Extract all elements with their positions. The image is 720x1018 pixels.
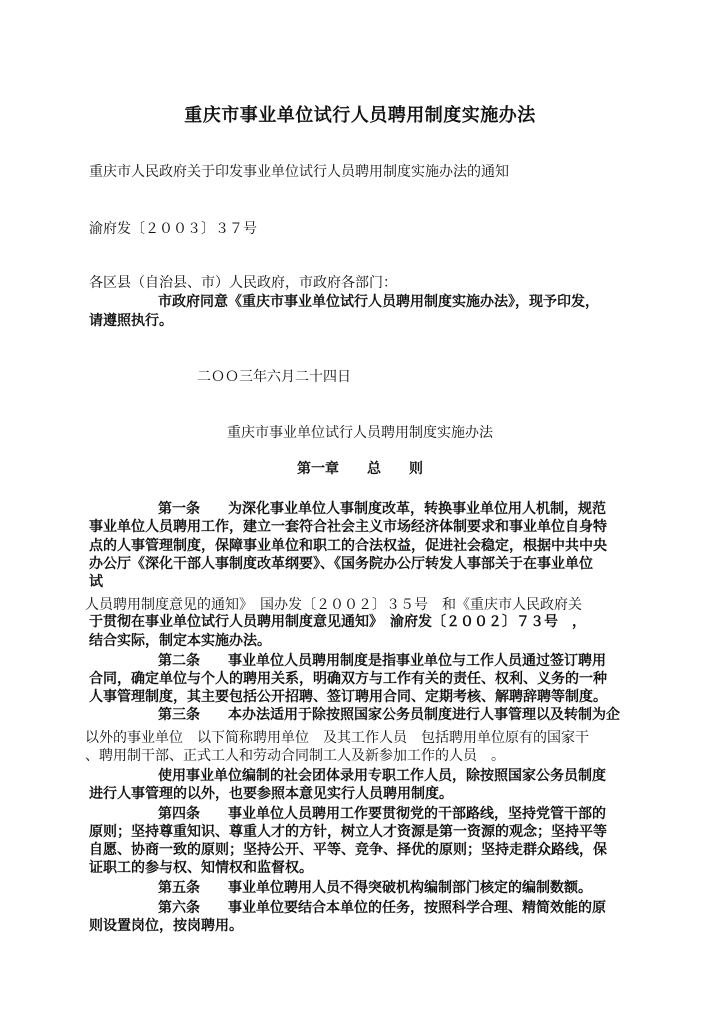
body-line: 第五条 事业单位聘用人员不得突破机构编制部门核定的编制数额。: [158, 880, 592, 896]
body-line: 人事管理制度，其主要包括公开招聘、签订聘用合同、定期考核、解聘辞聘等制度。: [89, 689, 607, 705]
body-line: 使用事业单位编制的社会团体录用专职工作人员，除按照国家公务员制度: [158, 768, 606, 784]
notice-body-line-1: 市政府同意《重庆市事业单位试行人员聘用制度实施办法》，现予印发，: [158, 294, 599, 310]
issue-date: 二ＯＯ三年六月二十四日: [197, 369, 351, 385]
notice-title: 重庆市人民政府关于印发事业单位试行人员聘用制度实施办法的通知: [89, 164, 509, 180]
body-line: 试: [89, 574, 103, 590]
body-line: 第一条 为深化事业单位人事制度改革，转换事业单位用人机制，规范: [158, 501, 606, 517]
body-line: 第四条 事业单位人员聘用工作要贯彻党的干部路线，坚持党管干部的: [158, 806, 606, 822]
body-line: 办公厅《深化干部人事制度改革纲要》、《国务院办公厅转发人事部关于在事业单位: [89, 556, 593, 572]
body-line: 自愿、协商一致的原则；坚持公开、平等、竞争、择优的原则；坚持走群众路线，保: [89, 842, 607, 858]
subtitle: 重庆市事业单位试行人员聘用制度实施办法: [227, 425, 493, 441]
body-line: 人员聘用制度意见的通知》 国办发〔２００２〕３５号 和《重庆市人民政府关: [85, 597, 582, 613]
body-line: 证职工的参与权、知情权和监督权。: [89, 860, 313, 876]
document-number: 渝府发〔２００３〕３７号: [89, 221, 257, 237]
body-line: 点的人事管理制度，保障事业单位和职工的合法权益，促进社会稳定，根据中共中央: [89, 538, 607, 554]
notice-body-line-2: 请遵照执行。: [89, 313, 173, 329]
body-line: 以外的事业单位 以下简称聘用单位 及其工作人员 包括聘用单位原有的国家干: [85, 730, 589, 746]
chapter-heading: 第一章 总 则: [297, 461, 423, 477]
addressee: 各区县（自治县、市）人民政府，市政府各部门：: [89, 275, 397, 291]
body-line: 合同，确定单位与个人的聘用关系，明确双方与工作有关的责任、权利、义务的一种: [89, 671, 607, 687]
body-line: 进行人事管理的以外，也要参照本意见实行人员聘用制度。: [89, 786, 453, 802]
body-line: 结合实际，制定本实施办法。: [89, 633, 271, 649]
main-title: 重庆市事业单位试行人员聘用制度实施办法: [184, 105, 536, 126]
body-line: 原则；坚持尊重知识、尊重人才的方针，树立人才资源是第一资源的观念；坚持平等: [89, 824, 607, 840]
body-line: 第六条 事业单位要结合本单位的任务，按照科学合理、精简效能的原: [158, 900, 606, 916]
body-line: 、聘用制干部、正式工人和劳动合同制工人及新参加工作的人员 。: [85, 748, 505, 764]
body-line: 第二条 事业单位人员聘用制度是指事业单位与工作人员通过签订聘用: [158, 653, 606, 669]
body-line: 第三条 本办法适用于除按照国家公务员制度进行人事管理以及转制为企: [158, 707, 620, 723]
body-line: 于贯彻在事业单位试行人员聘用制度意见通知》 渝府发〔２００２〕７３号 ，: [89, 614, 586, 630]
body-line: 事业单位人员聘用工作，建立一套符合社会主义市场经济体制要求和事业单位自身特: [89, 519, 607, 535]
body-line: 则设置岗位，按岗聘用。: [89, 918, 243, 934]
